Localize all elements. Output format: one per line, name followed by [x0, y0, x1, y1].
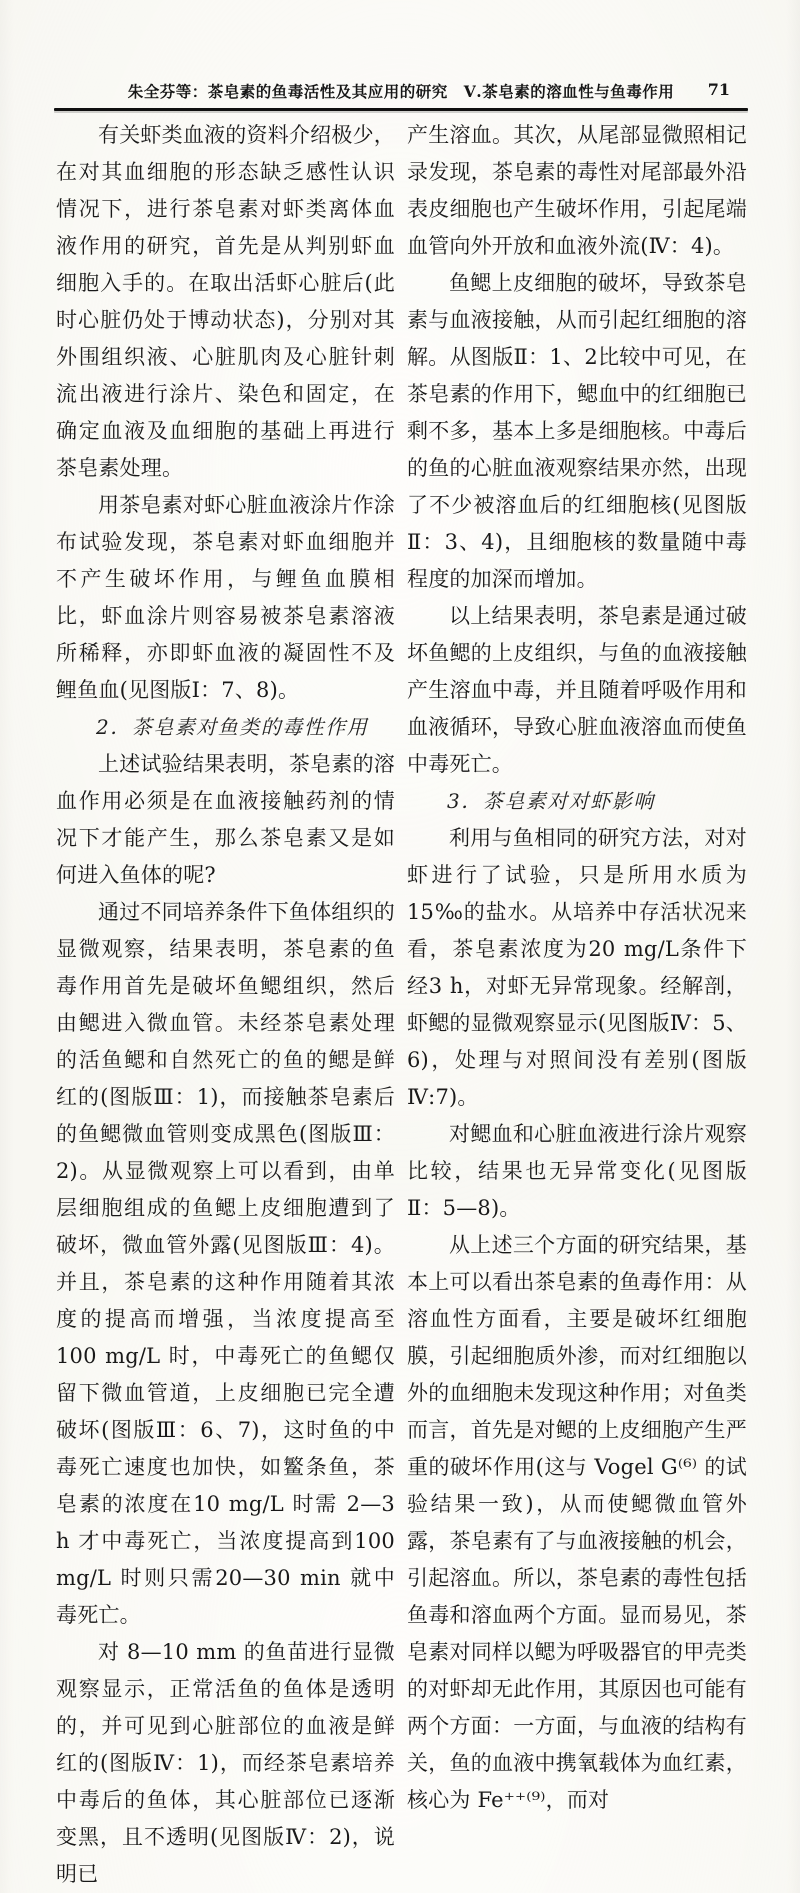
header-rule [54, 108, 748, 111]
paragraph: 上述试验结果表明，茶皂素的溶血作用必须是在血液接触药剂的情况下才能产生，那么茶皂素又是如何进入鱼体的呢? [56, 752, 395, 887]
left-column [56, 117, 395, 1893]
section-heading-3: 3．茶皂素对对虾影响 [447, 789, 655, 813]
paragraph: 以上结果表明，茶皂素是通过破坏鱼鳃的上皮组织，与鱼的血液接触产生溶血中毒，并且随着呼吸作用和血液循环，导致心脏血液溶血而使鱼中毒死亡。 [407, 604, 747, 776]
running-header [54, 80, 748, 102]
paragraph: 用茶皂素对虾心脏血液涂片作涂布试验发现，茶皂素对虾血细胞并不产生破坏作用，与鲤鱼血膜相比，虾血涂片则容易被茶皂素溶液所稀释，亦即虾血液的凝固性不及鲤鱼血(见图版Ⅰ：7、8)。 [56, 493, 395, 702]
paragraph: 利用与鱼相同的研究方法，对对虾进行了试验，只是所用水质为15‰的盐水。从培养中存活状况来看，茶皂素浓度为20 mg/L条件下经3 h，对虾无异常现象。经解剖，虾鳃的显微观察显示(见图版Ⅳ：5、6)，处理与对照间没有差别(图版Ⅳ:7)。 [407, 826, 747, 1109]
paragraph: 对鳃血和心脏血液进行涂片观察比较，结果也无异常变化(见图版Ⅱ：5—8)。 [407, 1122, 747, 1220]
right-column [407, 117, 747, 1819]
paragraph: 通过不同培养条件下鱼体组织的显微观察，结果表明，茶皂素的鱼毒作用首先是破坏鱼鳃组织，然后由鳃进入微血管。未经茶皂素处理的活鱼鳃和自然死亡的鱼的鳃是鲜红的(图版Ⅲ：1)，而接触茶皂素后的鱼鳃微血管则变成黑色(图版Ⅲ：2)。从显微观察上可以看到，由单层细胞组成的鱼鳃上皮细胞遭到了破坏，微血管外露(见图版Ⅲ：4)。并且，茶皂素的这种作用随着其浓度的提高而增强，当浓度提高至 100 mg/L 时，中毒死亡的鱼鳃仅留下微血管道，上皮细胞已完全遭破坏(图版Ⅲ：6、7)，这时鱼的中毒死亡速度也加快，如鳘条鱼，茶皂素的浓度在10 mg/L 时需 2—3 h 才中毒死亡，当浓度提高到100 mg/L 时则只需20—30 min 就中毒死亡。 [56, 900, 395, 1627]
section-heading-2: 2．茶皂素对鱼类的毒性作用 [96, 715, 369, 739]
paragraph: 产生溶血。其次，从尾部显微照相记录发现，茶皂素的毒性对尾部最外沿表皮细胞也产生破坏作用，引起尾端血管向外开放和血液外流(Ⅳ：4)。 [407, 123, 747, 258]
page-number: 71 [707, 80, 730, 99]
paragraph: 对 8—10 mm 的鱼苗进行显微观察显示，正常活鱼的鱼体是透明的，并可见到心脏部位的血液是鲜红的(图版Ⅳ：1)，而经茶皂素培养中毒后的鱼体，其心脏部位已逐渐变黑，且不透明(见图版Ⅳ：2)，说明已 [56, 1640, 395, 1886]
running-title: 朱全芬等：茶皂素的鱼毒活性及其应用的研究 Ⅴ.茶皂素的溶血性与鱼毒作用 [127, 82, 675, 101]
paragraph: 从上述三个方面的研究结果，基本上可以看出茶皂素的鱼毒作用：从溶血性方面看，主要是破坏红细胞膜，引起细胞质外渗，而对红细胞以外的血细胞未发现这种作用；对鱼类而言，首先是对鳃的上皮细胞产生严重的破坏作用(这与 Vogel G⁽⁶⁾ 的试验结果一致)，从而使鳃微血管外露，茶皂素有了与血液接触的机会，引起溶血。所以，茶皂素的毒性包括鱼毒和溶血两个方面。显而易见，茶皂素对同样以鳃为呼吸器官的甲壳类的对虾却无此作用，其原因也可能有两个方面：一方面，与血液的结构有关，鱼的血液中携氧载体为血红素，核心为 Fe⁺⁺⁽⁹⁾，而对 [407, 1233, 747, 1812]
paragraph: 鱼鳃上皮细胞的破坏，导致茶皂素与血液接触，从而引起红细胞的溶解。从图版Ⅱ：1、2比较中可见，在茶皂素的作用下，鳃血中的红细胞已剩不多，基本上多是细胞核。中毒后的鱼的心脏血液观察结果亦然，出现了不少被溶血后的红细胞核(见图版Ⅱ：3、4)，且细胞核的数量随中毒程度的加深而增加。 [407, 271, 747, 591]
paragraph: 有关虾类血液的资料介绍极少，在对其血细胞的形态缺乏感性认识情况下，进行茶皂素对虾类离体血液作用的研究，首先是从判别虾血细胞入手的。在取出活虾心脏后(此时心脏仍处于博动状态)，分别对其外围组织液、心脏肌肉及心脏针刺流出液进行涂片、染色和固定，在确定血液及血细胞的基础上再进行茶皂素处理。 [56, 123, 395, 480]
